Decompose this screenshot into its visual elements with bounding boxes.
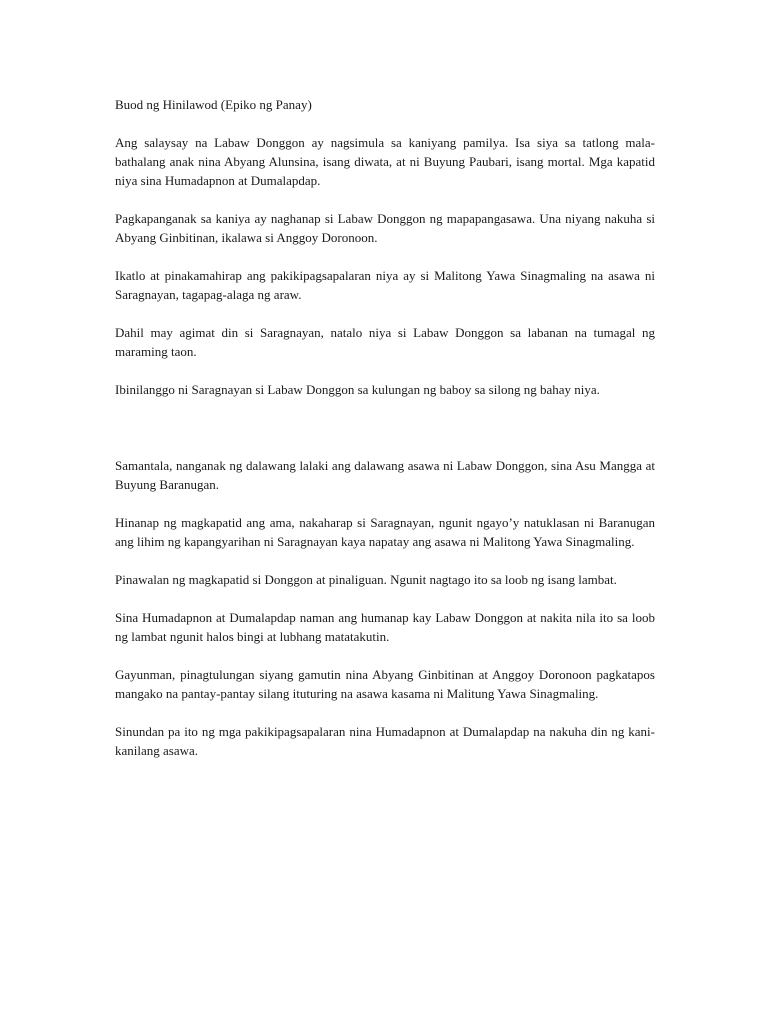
document-title: Buod ng Hinilawod (Epiko ng Panay) [115, 97, 312, 112]
section-spacer [115, 418, 655, 456]
paragraph: Pagkapanganak sa kaniya ay naghanap si Labaw Donggon ng mapapangasawa. Una niyang nakuha si Abyang Ginbitinan, ikalawa si Anggoy Doronoon. [115, 211, 655, 245]
paragraph: Samantala, nanganak ng dalawang lalaki ang dalawang asawa ni Labaw Donggon, sina Asu Mangga at Buyung Baranugan. [115, 458, 655, 492]
paragraph: Pinawalan ng magkapatid si Donggon at pinaliguan. Ngunit nagtago ito sa loob ng isang lambat. [115, 572, 617, 587]
paragraph: Ang salaysay na Labaw Donggon ay nagsimula sa kaniyang pamilya. Isa siya sa tatlong mala-bathalang anak nina Abyang Alunsina, isang diwata, at ni Buyung Paubari, isang mortal. Mga kapatid niya sina Humadapnon at Dumalapdap. [115, 135, 655, 188]
paragraph: Ikatlo at pinakamahirap ang pakikipagsapalaran niya ay si Malitong Yawa Sinagmaling na asawa ni Saragnayan, tagapag-alaga ng araw. [115, 268, 655, 302]
paragraph: Hinanap ng magkapatid ang ama, nakaharap si Saragnayan, ngunit ngayo’y natuklasan ni Baranugan ang lihim ng kapangyarihan ni Saragnayan kaya napatay ang asawa ni Malitong Yawa Sinagmaling. [115, 515, 655, 549]
paragraph: Gayunman, pinagtulungan siyang gamutin nina Abyang Ginbitinan at Anggoy Doronoon pagkatapos mangako na pantay-pantay silang ituturing na asawa kasama ni Malitung Yawa Sinagmaling. [115, 667, 655, 701]
paragraph: Dahil may agimat din si Saragnayan, natalo niya si Labaw Donggon sa labanan na tumagal ng maraming taon. [115, 325, 655, 359]
paragraph: Ibinilanggo ni Saragnayan si Labaw Donggon sa kulungan ng baboy sa silong ng bahay niya. [115, 382, 600, 397]
paragraph: Sina Humadapnon at Dumalapdap naman ang humanap kay Labaw Donggon at nakita nila ito sa loob ng lambat ngunit halos bingi at lubhang matatakutin. [115, 610, 655, 644]
paragraph: Sinundan pa ito ng mga pakikipagsapalaran nina Humadapnon at Dumalapdap na nakuha din ng kani-kanilang asawa. [115, 724, 655, 758]
